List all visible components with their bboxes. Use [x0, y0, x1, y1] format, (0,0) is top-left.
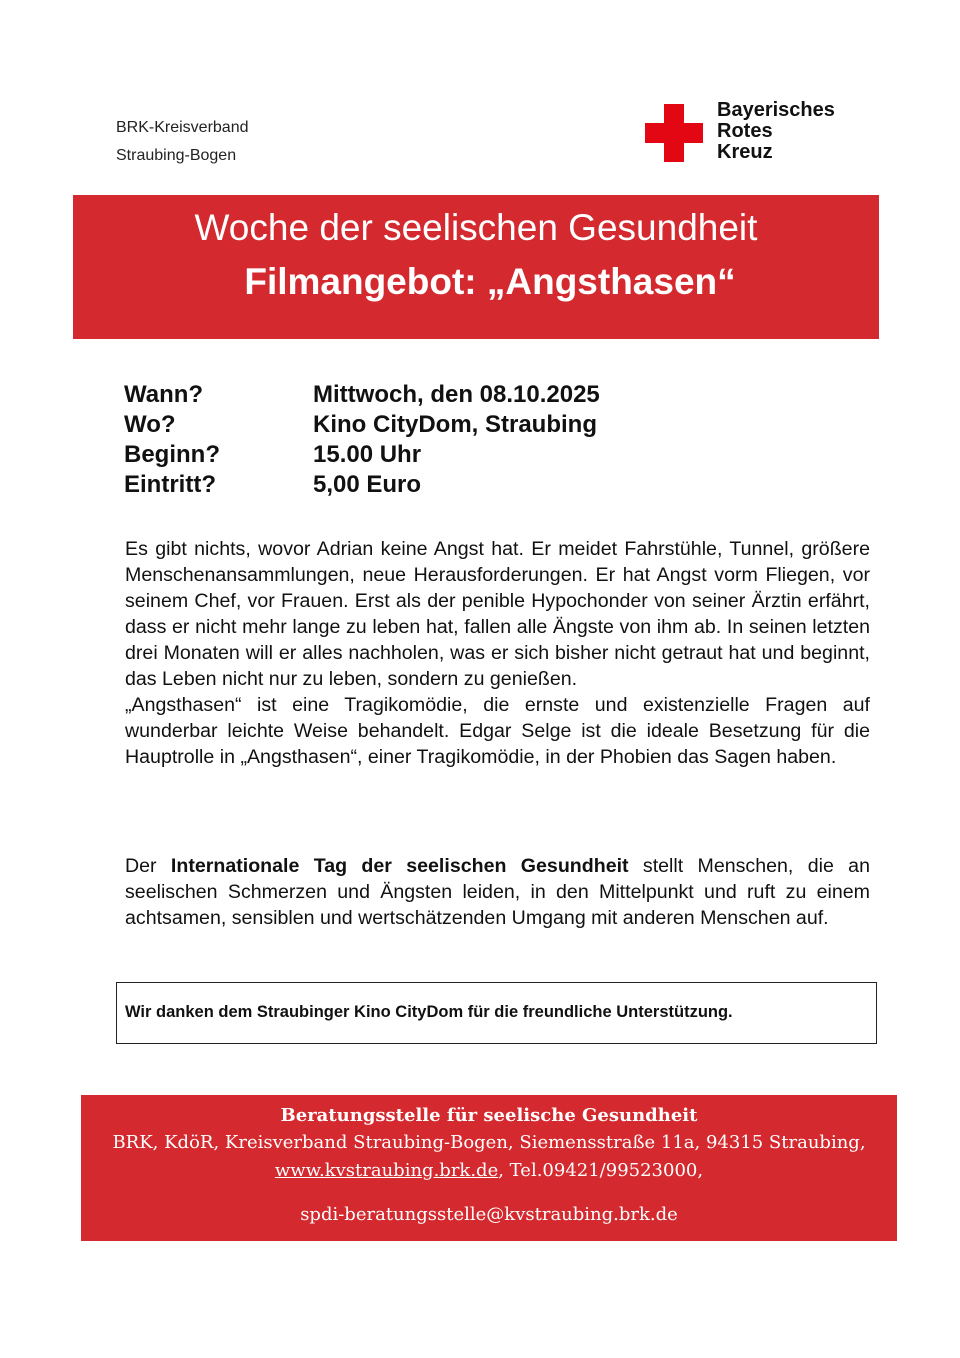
fact-row — [124, 440, 600, 470]
logo-line-1: Bayerisches — [717, 99, 835, 121]
red-cross-logo — [645, 100, 885, 166]
thanks-box: Wir danken dem Straubinger Kino CityDom für die freundliche Unterstützung. — [116, 982, 877, 1044]
fact-value: 15.00 Uhr — [313, 441, 422, 468]
footer-contact — [81, 1095, 897, 1241]
fact-label: Wann? — [124, 381, 204, 408]
paragraph-text: Der — [125, 855, 171, 877]
description-paragraph: Es gibt nichts, wovor Adrian keine Angst hat. Er meidet Fahrstühle, Tunnel, größere Menschenansammlungen, neue Herausforderungen. Er hat Angst vorm Fliegen, vor seinem Chef, vor Frauen. Erst als der penible Hypochonder von seiner Ärztin erfährt, dass er nicht mehr lange zu leben hat, fallen alle Ängste von ihm ab. In seinen letzten drei Monaten will er alles nachholen, was er sich bisher nicht getraut hat und beginnt, das Leben nicht nur zu leben, sondern zu genießen. — [125, 538, 870, 690]
org-line-2: Straubing-Bogen — [116, 147, 237, 164]
fact-label: Eintritt? — [124, 471, 216, 498]
footer-contact-line — [81, 1158, 897, 1184]
footer-title: Beratungsstelle für seelische Gesundheit — [280, 1105, 698, 1126]
footer-email[interactable]: spdi-beratungsstelle@kvstraubing.brk.de — [300, 1204, 678, 1225]
mental-health-day-paragraph — [125, 853, 870, 931]
fact-value: Mittwoch, den 08.10.2025 — [313, 381, 600, 408]
logo-line-3: Kreuz — [717, 141, 773, 163]
film-description — [125, 536, 870, 770]
footer-address: BRK, KdöR, Kreisverband Straubing-Bogen, Siemensstraße 11a, 94315 Straubing, — [112, 1132, 866, 1153]
fact-row — [124, 410, 600, 440]
website-link[interactable]: www.kvstraubing.brk.de — [274, 1160, 499, 1181]
event-facts — [124, 380, 600, 500]
description-paragraph: „Angsthasen“ ist eine Tragikomödie, die ernste und existenzielle Fragen auf wunderbar leichte Weise behandelt. Edgar Selge ist die ideale Besetzung für die Hauptrolle in „Angsthasen“, einer Tragikomödie, in der Phobien das Sagen haben. — [125, 694, 870, 768]
footer-phone: , Tel.09421/99523000, — [498, 1160, 704, 1181]
red-cross-icon — [645, 104, 703, 162]
banner-subtitle: Filmangebot: „Angsthasen“ — [244, 261, 736, 302]
paragraph-bold-text: Internationale Tag der seelischen Gesundheit — [170, 855, 629, 877]
fact-value: 5,00 Euro — [313, 471, 422, 498]
fact-label: Beginn? — [124, 441, 220, 468]
org-line-1: BRK-Kreisverband — [116, 119, 249, 136]
organization-name — [116, 114, 249, 170]
logo-wordmark — [717, 100, 835, 163]
fact-label: Wo? — [124, 411, 176, 438]
fact-row — [124, 380, 600, 410]
fact-row — [124, 470, 600, 500]
fact-value: Kino CityDom, Straubing — [313, 411, 597, 438]
paragraph-text: stellt Menschen, die an seelischen Schmerzen und Ängsten leiden, in den Mittelpunkt und ruft zu einem achtsamen, sensiblen und wertschätzenden Umgang mit anderen Menschen auf. — [125, 855, 870, 929]
banner-title: Woche der seelischen Gesundheit — [194, 207, 758, 248]
title-banner — [73, 195, 879, 339]
logo-line-2: Rotes — [717, 120, 773, 142]
